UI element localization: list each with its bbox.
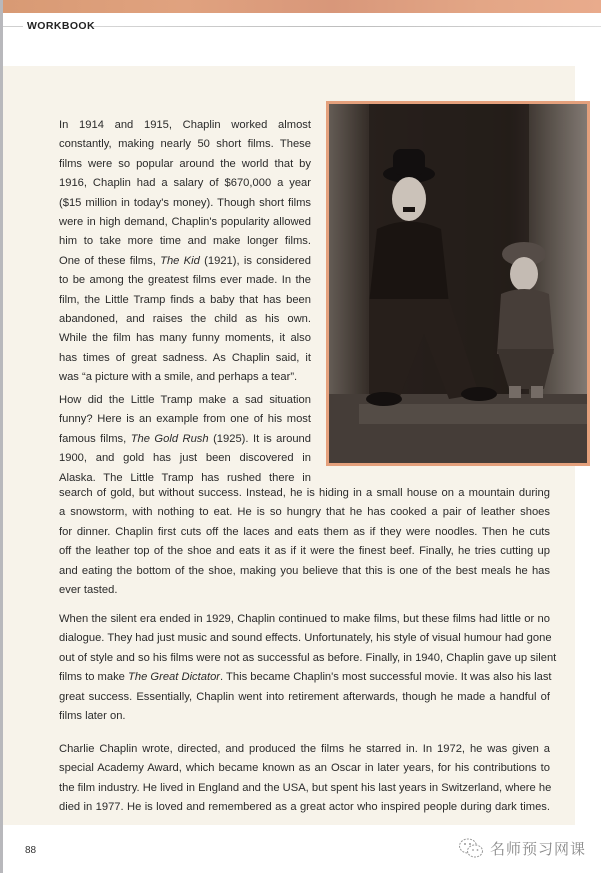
text-run: One of these films, [59,254,161,267]
text-run: films to make [59,671,129,684]
text-line: Alaska. The Little Tramp has rushed there in [59,471,311,484]
text-line: a snowstorm, with nothing to eat. He is so hungry that he has cooked a pair of leather shoes [59,506,550,519]
text-line: When the silent era ended in 1929, Chaplin continued to make films, but these films had little or no [59,613,550,625]
text-line: dialogue. They had just music and sound effects. Unfortunately, his style of visual humour had gone [59,632,552,645]
text-line: film, the Little Tramp finds a baby that has been [59,293,311,306]
text-run: . This became Chaplin's most successful movie. It was also his last [220,671,552,684]
text-line: How did the Little Tramp make a sad situation [59,394,311,406]
section-label: WORKBOOK [27,20,95,32]
text-line: abandoned, and raises the child as his own. [59,313,311,326]
text-line: to be among the greatest films ever made. In the [59,274,311,287]
paragraph-2-top [59,391,311,488]
text-line [59,252,311,271]
text-run: (1925). It is around [208,432,311,445]
text-line: films were so popular around the world that by [59,157,311,170]
text-line: Charlie Chaplin wrote, directed, and produced the films he starred in. In 1972, he was given a [59,743,550,755]
text-line: off the leather top of the shoe and eats it as if it were the finest beef. Finally, he tries cutting up [59,545,550,558]
film-title: The Great Dictator [128,671,221,684]
header-rule-right [90,26,601,27]
text-line: 1916, Chaplin had a salary of $670,000 a year [59,177,311,190]
text-line: In 1914 and 1915, Chaplin worked almost [59,119,311,131]
watermark-text: 名师预习网课 [490,839,587,858]
photo-image-icon [329,104,587,463]
text-line: search of gold, but without success. Instead, he is hiding in a small house on a mountain during [59,487,550,499]
text-line: special Academy Award, which became known as an Oscar in later years, for his contributions to [59,762,550,775]
paragraph-1 [59,116,311,388]
chaplin-kid-photo [326,101,590,466]
text-line: films later on. [59,710,126,723]
text-line: constantly, making nearly 50 short films. These [59,138,311,151]
wechat-icon [458,837,484,859]
top-color-band [3,0,601,13]
header-rule-left [3,26,23,27]
text-line: 1900, and gold has just been discovered in [59,452,311,465]
text-run: (1921), is considered [199,254,311,267]
text-line: for dinner. Chaplin first cuts off the laces and eats them as if they were noodles. Then he cuts [59,525,550,538]
text-line: the film industry. He lived in England and the USA, but spent his last years in Switzerland, where he [59,781,552,794]
paragraph-3 [59,610,557,726]
text-line: were in high demand, Chaplin's popularity allowed [59,216,311,229]
text-line: and eating the bottom of the shoe, making you believe that this is one of the best meals he has [59,564,550,577]
page-number: 88 [25,845,37,856]
film-title: The Gold Rush [130,432,209,445]
watermark [458,836,586,860]
text-line: great success. Essentially, Chaplin went into retirement afterwards, though he made a handful of [59,690,550,703]
text-line: was “a picture with a smile, and perhaps a tear”. [59,371,298,384]
text-line: him to take more time and make longer films. [59,235,311,248]
text-line [59,668,550,687]
text-line: ($15 million in today's money). Though short films [59,196,311,209]
text-line: out of style and so his films were not as successful as before. Finally, in 1940, Chaplin gave up silent [59,651,557,664]
film-title: The Kid [160,254,200,267]
paragraph-4 [59,740,550,818]
paragraph-2-bottom [59,484,550,600]
text-line: funny? Here is an example from one of his most [59,413,311,426]
text-line: ever tasted. [59,584,118,597]
text-line: While the film has many funny moments, it also [59,332,311,345]
text-run: famous films, [59,432,131,445]
text-line: has times of great sadness. As Chaplin said, it [59,351,311,364]
text-line [59,430,311,449]
text-line: died in 1977. He is loved and remembered as a great actor who inspired people during dark times. [59,801,550,814]
